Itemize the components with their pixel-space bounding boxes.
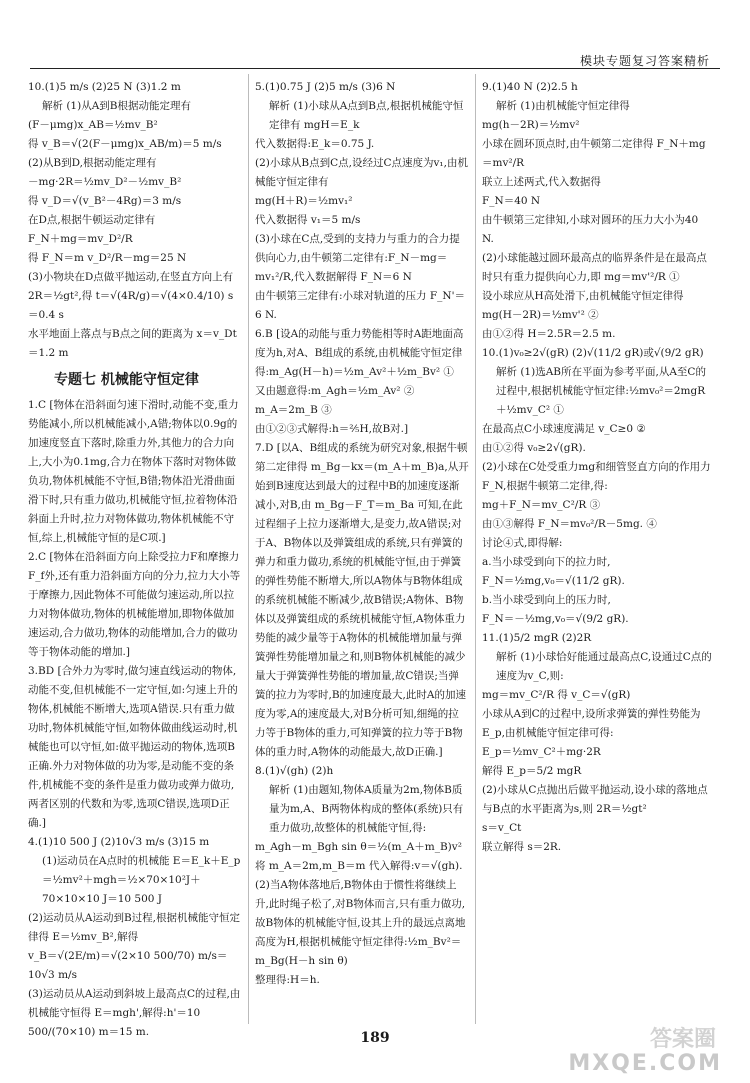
answer-line: 10.(1)5 m/s (2)25 N (3)1.2 m xyxy=(28,81,181,93)
answer-line: 由牛顿第三定律知,小球对圆环的压力大小为40 N. xyxy=(482,214,699,245)
page-header xyxy=(0,0,750,68)
answer-line: m_Agh－m_Bgh sin θ＝½(m_A＋m_B)v² xyxy=(255,841,462,853)
watermark-text: MXQE.COM xyxy=(568,1051,722,1076)
answer-line: 得 v_D＝√(v_B²－4Rg)＝3 m/s xyxy=(28,195,182,207)
answer-line: 由①②③式解得:h＝⅖H,故B对.] xyxy=(255,423,409,435)
answer-line: (3)小物块在D点做平抛运动,在竖直方向上有 2R＝½gt²,得 t＝√(4R/g)＝√(4×0.4/10) s＝0.4 s xyxy=(28,271,234,321)
answer-line: 代入数据得 v₁＝5 m/s xyxy=(255,214,361,226)
answer-line: 由牛顿第三定律有:小球对轨道的压力 F_N'＝6 N. xyxy=(255,290,465,321)
answer-line: (2)从B到D,根据动能定理有 xyxy=(28,157,157,169)
answer-line: 6.B [设A的动能与重力势能相等时A距地面高度为h,对A、B组成的系统,由机械能守恒定律得:m_Ag(H－h)＝½m_Av²＋½m_Bv² ① xyxy=(255,328,464,378)
answer-line: 解析 (1)从A到B根据动能定理有 xyxy=(42,100,192,112)
answer-line: 9.(1)40 N (2)2.5 h xyxy=(482,81,578,93)
answer-line: s＝v_Ct xyxy=(482,822,522,834)
answer-line: 解析 (1)由机械能守恒定律得 xyxy=(496,100,630,112)
answer-line: 在D点,根据牛顿运动定律有 xyxy=(28,214,156,226)
watermark xyxy=(522,1022,722,1078)
answer-line: 在最高点C小球速度满足 v_C≥0 ② xyxy=(482,423,646,435)
header-title: 模块专题复习答案精析 xyxy=(579,54,710,68)
answer-line: 由①②得 H＝2.5R＝2.5 m. xyxy=(482,328,616,340)
answer-line: (1)运动员在A点时的机械能 E＝E_k＋E_p＝½mv²＋mgh＝½×70×10²J＋70×10×10 J＝10 500 J xyxy=(42,855,241,905)
answer-line: 整理得:H＝h. xyxy=(255,974,320,986)
answer-line: E_p＝½mv_C²＋mg·2R xyxy=(482,746,601,758)
answer-line: 5.(1)0.75 J (2)5 m/s (3)6 N xyxy=(255,81,396,93)
answer-line: (F－μmg)x_AB＝½mv_B² xyxy=(28,119,158,131)
answer-line: 7.D [以A、B组成的系统为研究对象,根据牛顿第二定律得 m_Bg－kx＝(m_A＋m_B)a,从开始到B速度达到最大的过程中B的加速度逐渐减小,对B,由 m_Bg－F_T＝m_Ba 可知,在此过程细子上拉力逐渐增大,是变力,故A错误;对于A、B物体以及弹簧组成的系统,只有弹簧的弹力和重力做功,系统的机械能守恒,由于弹簧的弹性势能不断增大,所以A物体与B物体组成的系统机械能不断减少,故B错误;A物体、B物体以及弹簧组成的系统机械能守恒,A物体重力势能的减少量等于A物体的机械能增加量与弹簧弹性势能增加量之和,则B物体机械能的减少量大于弹簧弹性势能的增加量,故C错误;当弹簧的拉力为零时,B的加速度最大,此时A的加速度为零,A的速度最大,对B分析可知,细绳的拉力等于B物体的重力,可知弹簧的拉力等于B物体的重力时,A物体的动能最大,故D正确.] xyxy=(255,442,469,758)
answer-line: mg(H－2R)＝½mv'² ② xyxy=(482,309,599,321)
answer-line: (2)小球在C处受重力mg和细管竖直方向的作用力F_N,根据牛顿第二定律,得: xyxy=(482,461,711,492)
answer-line: 设小球应从H高处滑下,由机械能守恒定律得 xyxy=(482,290,684,302)
answer-line: F_N＝½mg,v₀＝√(11/2 gR). xyxy=(482,575,625,587)
answer-line: 2.C [物体在沿斜面方向上除受拉力F和摩擦力F_f外,还有重力沿斜面方向的分力,拉力大小等于摩擦力,因此物体不可能做匀速运动,所以拉力对物体做功,物体的机械能增加,即物体做加速运动,合力做功,物体的动能增加,合力的做功等于物体动能的增加.] xyxy=(28,551,241,658)
section-title: 专题七 机械能守恒定律 xyxy=(54,372,199,388)
column-right xyxy=(482,78,712,1018)
answer-line: 4.(1)10 500 J (2)10√3 m/s (3)15 m xyxy=(28,836,210,848)
answer-line: －mg·2R＝½mv_D²－½mv_B² xyxy=(28,176,182,188)
answer-line: 得 F_N＝m v_D²/R－mg＝25 N xyxy=(28,252,187,264)
answer-line: 解析 (1)小球恰好能通过最高点C,设通过C点的速度为v_C,则: xyxy=(496,651,712,682)
answer-line: 11.(1)5/2 mgR (2)2R xyxy=(482,632,592,644)
answer-line: F_N＝40 N xyxy=(482,195,541,207)
answer-line: 代入数据得:E_k＝0.75 J. xyxy=(255,138,375,150)
column-divider xyxy=(475,74,476,1024)
column-middle xyxy=(255,78,469,1018)
answer-line: a.当小球受到向下的拉力时, xyxy=(482,556,611,568)
answer-line: m_A＝2m_B ③ xyxy=(255,404,332,416)
answer-line: (3)运动员从A运动到斜坡上最高点C的过程,由机械能守恒得 E＝mgh',解得:h'＝10 500/(70×10) m＝15 m. xyxy=(28,988,241,1038)
answer-line: (2)小球从C点抛出后做平抛运动,设小球的落地点与B点的水平距离为s,则 2R＝½gt² xyxy=(482,784,708,815)
answer-line: (2)当A物体落地后,B物体由于惯性将继续上升,此时绳子松了,对B物体而言,只有重力做功,故B物体的机械能守恒,设其上升的最远点离地高度为H,根据机械能守恒定律得:½m_Bv²＝m_Bg(H－h sin θ) xyxy=(255,879,466,967)
answer-line: 3.BD [合外力为零时,做匀速直线运动的物体,动能不变,但机械能不一定守恒,如:匀速上升的物体,机械能不断增大,选项A错误.只有重力做功时,物体机械能守恒,如物体做曲线运动时,机械能也可以守恒,如:做平抛运动的物体,选项B正确.外力对物体做的功为零,是动能不变的条件,机械能不变的条件是重力做功或弹力做功,两者区别的代数和为零,选项C错误,选项D正确.] xyxy=(28,665,238,829)
answer-line: 联立上述两式,代入数据得 xyxy=(482,176,601,188)
answer-line: F_N＝－½mg,v₀＝√(9/2 gR). xyxy=(482,613,629,625)
answer-line: v_B＝√(2E/m)＝√(2×10 500/70) m/s＝10√3 m/s xyxy=(28,950,228,981)
answer-line: 由①③解得 F_N＝mv₀²/R－5mg. ④ xyxy=(482,518,657,530)
answer-line: (2)小球从B点到C点,设经过C点速度为v₁,由机械能守恒定律有 xyxy=(255,157,468,188)
answer-line: (2)小球能越过圆环最高点的临界条件是在最高点时只有重力提供向心力,即 mg＝mv'²/R ① xyxy=(482,252,707,283)
watermark-seal: 答案圈 xyxy=(649,1027,716,1052)
answer-line: 水平地面上落点与B点之间的距离为 x＝v_Dt＝1.2 m xyxy=(28,328,237,359)
answer-line: 解析 (1)选AB所在平面为参考平面,从A至C的过程中,根据机械能守恒定律:½mv₀²＝2mgR＋½mv_C² ① xyxy=(496,366,706,416)
answer-line: mg(h－2R)＝½mv² xyxy=(482,119,580,131)
answer-line: 1.C [物体在沿斜面匀速下滑时,动能不变,重力势能减小,所以机械能减小,A错;物体以0.9g的加速度竖直下落时,除重力外,其他力的合力向上,大小为0.1mg,合力在物体下落时对物体做负功,物体机械能不守恒,B错;物体沿光滑曲面滑下时,只有重力做功,机械能守恒,拉着物体沿斜面上升时,拉力对物体做功,物体机械能不守恒,综上,机械能守恒的是C项.] xyxy=(28,399,239,544)
page-number: 189 xyxy=(360,1030,390,1046)
answer-line: mg＋F_N＝mv_C²/R ③ xyxy=(482,499,601,511)
answer-line: mg＝mv_C²/R 得 v_C＝√(gR) xyxy=(482,689,631,701)
answer-line: 将 m_A＝2m,m_B＝m 代入解得:v＝√(gh). xyxy=(255,860,463,872)
header-rule xyxy=(30,68,720,69)
column-divider xyxy=(248,74,249,1024)
answer-line: (3)小球在C点,受到的支持力与重力的合力提供向心力,由牛顿第二定律有:F_N－mg＝mv₁²/R,代入数据解得 F_N＝6 N xyxy=(255,233,460,283)
answer-line: mg(H＋R)＝½mv₁² xyxy=(255,195,353,207)
column-left xyxy=(28,78,242,1038)
answer-line: 8.(1)√(gh) (2)h xyxy=(255,765,334,777)
answer-line: 小球从A到C的过程中,设所求弹簧的弹性势能为E_p,由机械能守恒定律可得: xyxy=(482,708,701,739)
answer-line: b.当小球受到向上的压力时, xyxy=(482,594,611,606)
answer-line: 解析 (1)小球从A点到B点,根据机械能守恒定律有 mgH＝E_k xyxy=(269,100,464,131)
answer-line: (2)运动员从A运动到B过程,根据机械能守恒定律得 E＝½mv_B²,解得 xyxy=(28,912,241,943)
answer-line: 10.(1)v₀≥2√(gR) (2)√(11/2 gR)或√(9/2 gR) xyxy=(482,347,704,359)
answer-line: 解得 E_p＝5/2 mgR xyxy=(482,765,582,777)
answer-line: 解析 (1)由题知,物体A质量为2m,物体B质量为m,A、B两物体构成的整体(系统)只有重力做功,故整体的机械能守恒,得: xyxy=(269,784,464,834)
answer-line: 小球在圆环顶点时,由牛顿第二定律得 F_N＋mg＝mv²/R xyxy=(482,138,706,169)
answer-line: 由①②得 v₀≥2√(gR). xyxy=(482,442,586,454)
answer-line: 得 v_B＝√(2(F－μmg)x_AB/m)＝5 m/s xyxy=(28,138,222,150)
answer-line: 联立解得 s＝2R. xyxy=(482,841,562,853)
answer-line: 又由题意得:m_Agh＝½m_Av² ② xyxy=(255,385,415,397)
answer-line: 讨论④式,即得解: xyxy=(482,537,563,549)
answer-line: F_N＋mg＝mv_D²/R xyxy=(28,233,133,245)
